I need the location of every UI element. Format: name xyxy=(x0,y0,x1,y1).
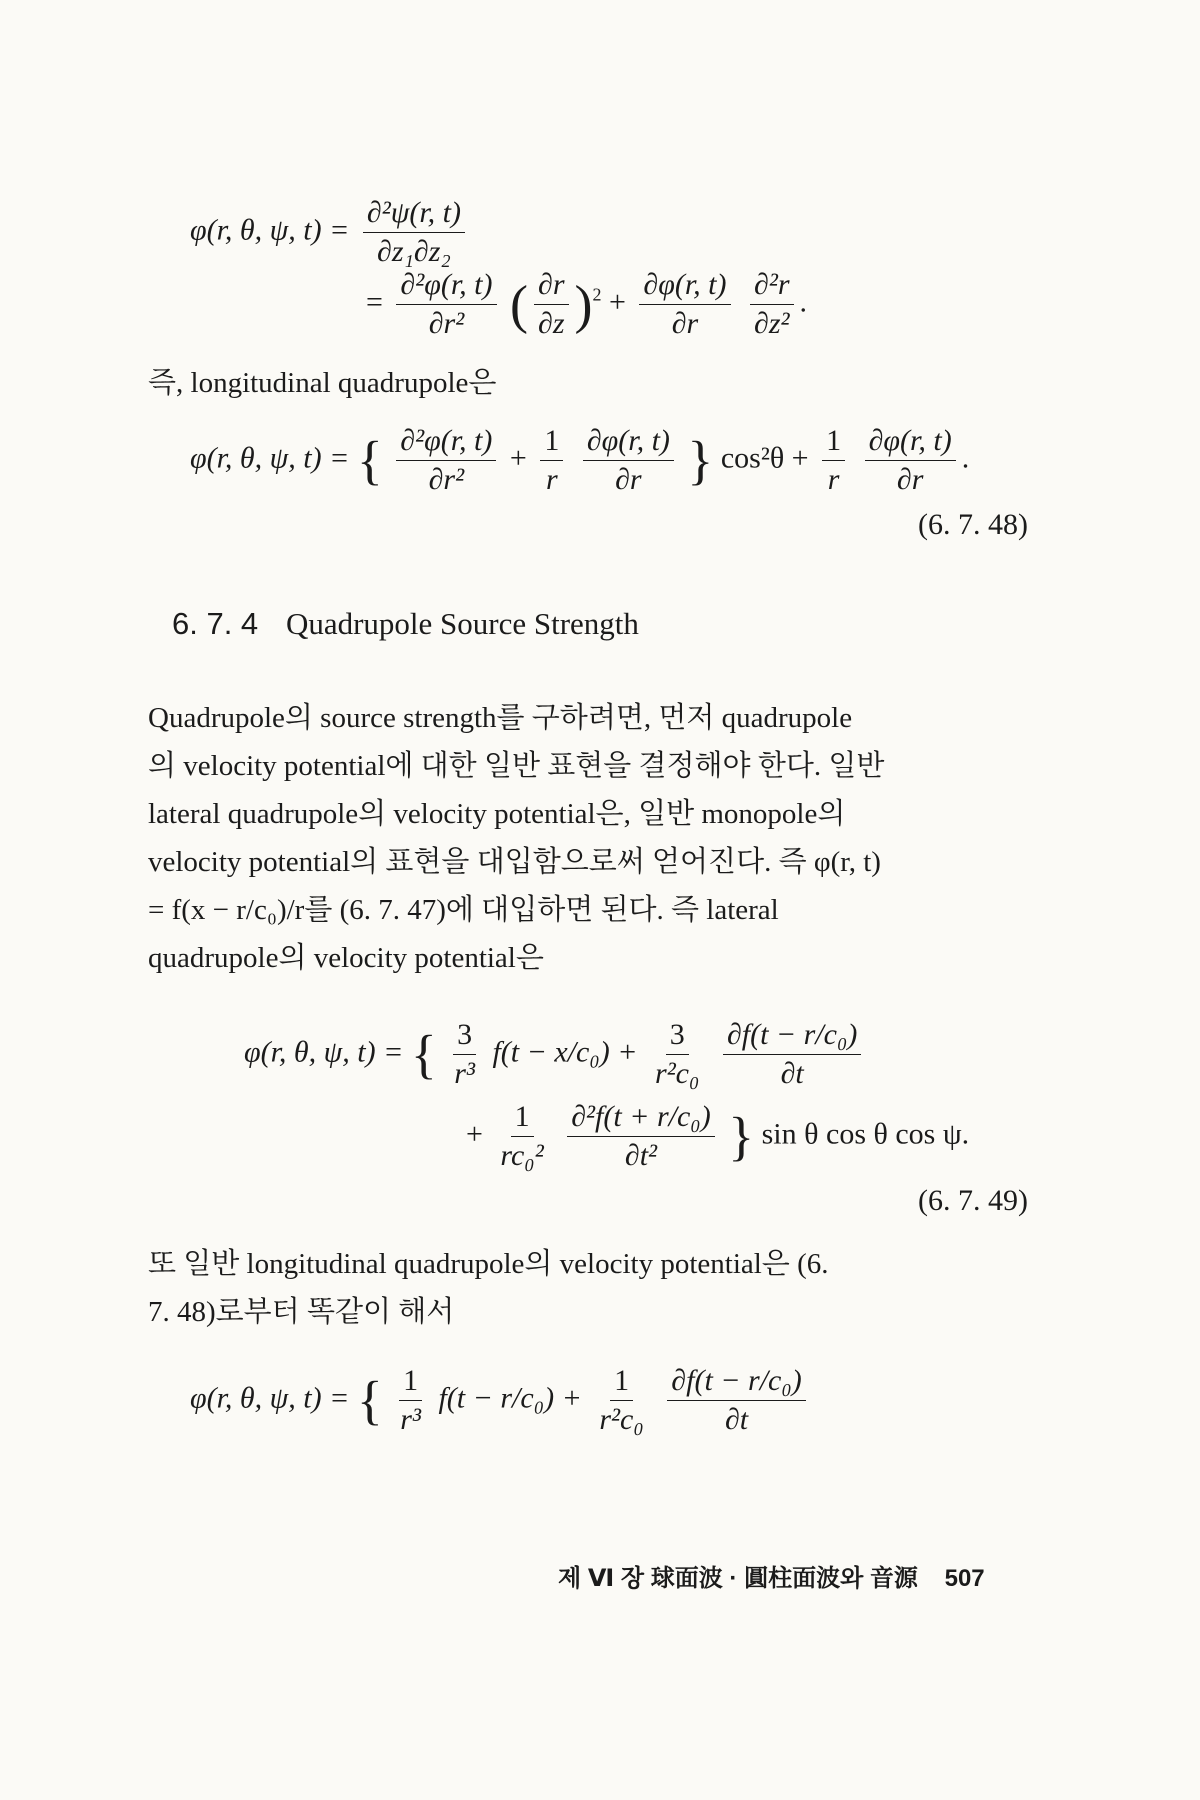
section-heading xyxy=(172,606,639,642)
section-number: 6. 7. 4 xyxy=(172,606,259,641)
equation-number-6-7-48: (6. 7. 48) xyxy=(918,508,1028,541)
running-footer xyxy=(558,1558,985,1593)
equation-6-7-49-line2: + $\frac{1}{\text{rc₀²}}$ $\frac{\text{∂²f(t + r/c₀)}}{\text{∂t²}}$ } sin θ cos θ cos ψ. xyxy=(466,1100,970,1172)
page-number: 507 xyxy=(944,1565,985,1592)
chapter-title: 제 Ⅵ 장 球面波 · 圓柱面波와 音源 xyxy=(558,1565,918,1592)
paragraph-2: 또 일반 longitudinal quadrupole의 velocity potential은 (6. 7. 48)로부터 똑같이 해서 xyxy=(148,1248,829,1328)
equation-top-line1 xyxy=(190,196,471,269)
equation-6-7-49-line1: φ(r, θ, ψ, t) = { $\frac{3}{\text{r³}}$ f(t − x/c₀) + $\frac{3}{\text{r²c₀}}$ $\frac{\text{∂f(t − r/c₀)}}{\partial t}$ xyxy=(244,1018,867,1091)
equation-lhs: φ(r, θ, ψ, t) = xyxy=(190,213,350,247)
paragraph-1: Quadrupole의 source strength를 구하려면, 먼저 quadrupole 의 velocity potential에 대한 일반 표현을 결정해야 한다. 일반 lateral quadrupole의 velocity potential은, 일반 monopole의 velocity potential의 표현을 대입함으로써 얻어진다. 즉 φ(r, t) = f(x − r/c₀)/r를 (6. 7. 47)에 대입하면 된다. 즉 lateral quadrupole의 velocity potential은 xyxy=(148,702,885,974)
equation-number-6-7-49: (6. 7. 49) xyxy=(918,1184,1028,1217)
section-title: Quadrupole Source Strength xyxy=(285,606,639,641)
equation-longitudinal: φ(r, θ, ψ, t) = { $\frac{1}{\text{r³}}$ f(t − r/c₀) + $\frac{1}{\text{r²c₀}}$ $\frac{\text{∂f(t − r/c₀)}}{\partial t}$ xyxy=(190,1364,812,1437)
equation-6-7-48: φ(r, θ, ψ, t) = { $\frac{\text{∂²φ(r, t)}}{\text{∂r²}}$ + $\frac{1}{r}$ $\frac{\partial\varphi(r, t)}{\partial r}$ } cos²θ + $\frac{1}{r}$ $\frac{\partial\varphi(r, t)}{\partial r}$ . xyxy=(190,424,970,496)
text-longitudinal: 즉, longitudinal quadrupole은 xyxy=(148,367,497,399)
fraction: $\frac{\text{∂²ψ(r, t)}}{\text{∂z₁∂z₂}}$ xyxy=(363,196,465,269)
equation-top-line2: = $\frac{\text{∂²φ(r, t)}}{\text{∂r²}}$ ( $\frac{\partial r}{\partial z}$ )$^2$ + $\frac{\partial\varphi(r, t)}{\partial r}$ $\frac{\text{∂²r}}{\text{∂z²}}$ . xyxy=(366,268,807,340)
